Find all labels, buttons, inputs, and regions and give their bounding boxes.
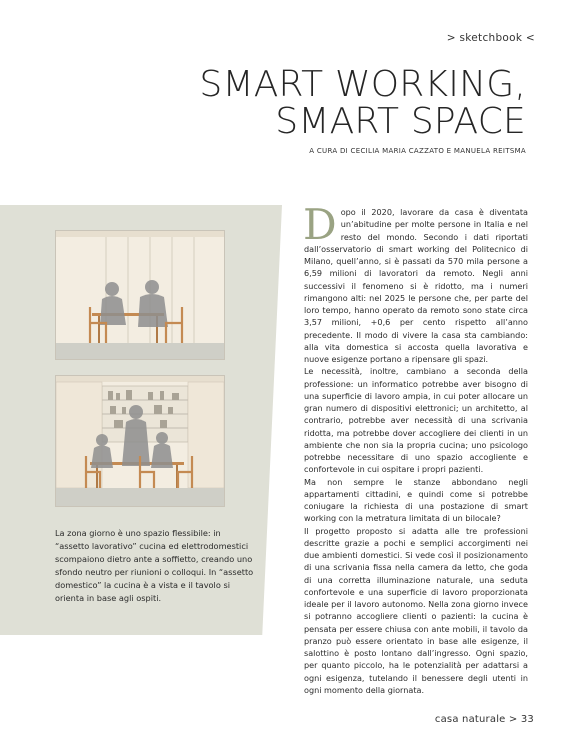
drop-cap: D [303, 200, 337, 249]
illustration-work-mode [55, 230, 225, 360]
page-title [199, 66, 526, 140]
paragraph-4: Il progetto proposto si adatta alle tre professioni descritte grazie a pochi e semplici accorgimenti nei due ambienti domestici. Si vede così il posizionamento di una scrivania fissa nella camera da letto, che goda di una corretta illuminazione naturale, una seduta confortevole e una superficie di lavoro proporzionata ideale per il lavoro autonomo. Nella zona giorno invece si potranno accogliere clienti o pazienti: la cucina è pensata per essere chiusa con ante mobili, il tavolo da pranzo può essere orientato in base alle esigenze, il salottino è posto lontano dall’ingresso. Ogni spazio, per quanto piccolo, ha le potenzialità per adattarsi a ogni esigenza, tutelando il benessere degli utenti in ogni momento della giornata. [304, 525, 528, 695]
page-folio: casa naturale > 33 [434, 714, 534, 725]
paragraph-3: Ma non sempre le stanze abbondano negli appartamenti cittadini, e quindi come si potrebbe coniugare la richiesta di una postazione di smart working con la metratura limitata di un bilocale? [304, 476, 528, 524]
byline: A CURA DI CECILIA MARIA CAZZATO E MANUELA REITSMA [309, 147, 526, 155]
section-tag: > sketchbook < [446, 32, 535, 44]
illustration-home-mode [55, 375, 225, 507]
paragraph-2: Le necessità, inoltre, cambiano a seconda della professione: un informatico potrebbe aver bisogno di una superficie di lavoro ampia, in cui poter allocare un gran numero di dispositivi elettronici; un architetto, al contrario, potrebbe aver necessità di una scrivania ridotta, ma potrebbe dover accogliere dei clienti in un ambiente che non sia la propria cucina; uno psicologo potrebbe necessitare di uno spazio accogliente e confortevole in cui ospitare i propri pazienti. [304, 366, 528, 475]
paragraph-1: opo il 2020, lavorare da casa è diventata un’abitudine per molte persone in Italia e nel resto del mondo. Secondo i dati riportati dall’osservatorio di smart working del Politecnico di Milano, quell’anno, si è passati da 570 mila persone a 6,59 milioni di lavoratori da remoto. Negli anni successivi il fenomeno si è ridotto, ma i numeri rimangono alti: nel 2025 le persone che, per parte del loro tempo, hanno operato da remoto sono state circa 3,57 milioni, +0,6 per cento rispetto all’anno precedente. Il modo di vivere la casa sta cambiando: alla vita domestica si accosta quella lavorativa e nuove esigenze portano a ripensare gli spazi. [304, 207, 528, 364]
title-line-1: SMART WORKING, [199, 64, 526, 105]
title-line-2: SMART SPACE [275, 101, 526, 142]
article-body [303, 200, 528, 696]
figure-caption: La zona giorno è uno spazio flessibile: in “assetto lavorativo” cucina ed elettrodomestici scompaiono dietro ante a soffietto, creando uno sfondo neutro per riunioni o colloqui. In “assetto domestico” la cucina è a vista e il tavolo si orienta in base agli ospiti. [55, 528, 254, 603]
